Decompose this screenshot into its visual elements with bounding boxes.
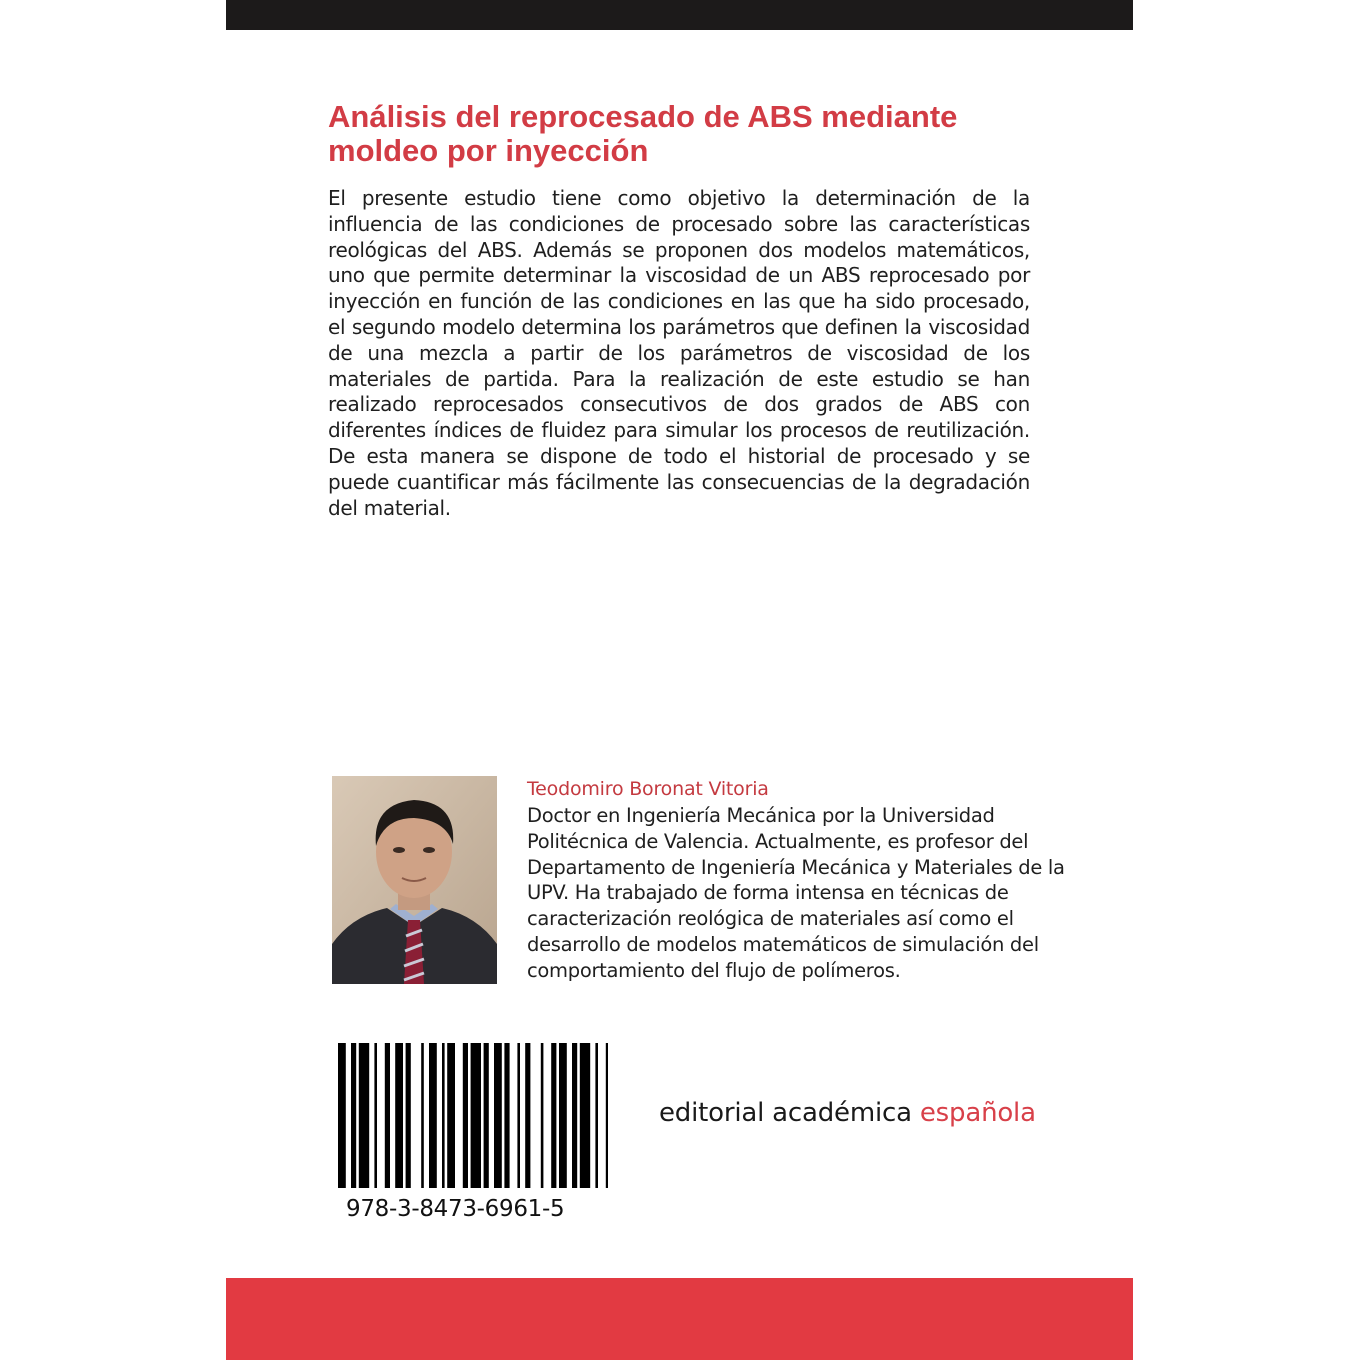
barcode-bar (338, 1043, 346, 1188)
barcode-bar (395, 1043, 403, 1188)
barcode-bar (429, 1043, 437, 1188)
top-band (226, 0, 1133, 30)
barcode-bar (494, 1043, 502, 1188)
barcode-bar (559, 1043, 567, 1188)
author-name: Teodomiro Boronat Vitoria (527, 778, 769, 800)
barcode-bar (374, 1043, 377, 1188)
isbn-number: 978-3-8473-6961-5 (346, 1196, 565, 1222)
publisher-name: editorial académica (659, 1098, 912, 1128)
book-description: El presente estudio tiene como objetivo la determinación de la influencia de las condiciones de procesado sobre las características reológicas del ABS. Además se proponen dos modelos matemáticos, uno que permite determinar la viscosidad de un ABS reprocesado por inyección en función de las condiciones en las que ha sido procesado, el segundo modelo determina los parámetros que definen la viscosidad de una mezcla a partir de los parámetros de viscosidad de los materiales de partida. Para la realización de este estudio se han realizado reprocesados consecutivos de dos grados de ABS con diferentes índices de fluidez para simular los procesos de reutilización. De esta manera se dispone de todo el historial de procesado y se puede cuantificar más fácilmente las consecuencias de la degradación del material. (328, 186, 1030, 520)
book-back-cover (226, 0, 1133, 1360)
barcode-bar (351, 1043, 356, 1188)
barcode-bar (447, 1043, 455, 1188)
barcode-bar (406, 1043, 411, 1188)
isbn-barcode (338, 1043, 608, 1188)
barcode-bar (525, 1043, 530, 1188)
barcode-bar (606, 1043, 608, 1188)
barcode-bar (463, 1043, 468, 1188)
barcode-bar (572, 1043, 577, 1188)
barcode-bar (385, 1043, 390, 1188)
barcode-bar (580, 1043, 590, 1188)
author-photo (332, 776, 497, 984)
barcode-bar (421, 1043, 424, 1188)
barcode-bar (484, 1043, 489, 1188)
author-bio: Doctor en Ingeniería Mecánica por la Universidad Politécnica de Valencia. Actualmente, es profesor del Departamento de Ingeniería Mecánica y Materiales de la UPV. Ha trabajado de forma intensa en técnicas de caracterización reológica de materiales así como el desarrollo de modelos matemáticos de simulación del comportamiento del flujo de polímeros. (527, 804, 1065, 982)
publisher-logo (659, 1096, 1036, 1130)
bottom-band (226, 1278, 1133, 1360)
barcode-bar (551, 1043, 556, 1188)
barcode-bar (471, 1043, 481, 1188)
barcode-bar (517, 1043, 520, 1188)
barcode-bar (541, 1043, 544, 1188)
barcode-bar (442, 1043, 445, 1188)
barcode-bar (504, 1043, 509, 1188)
barcode-bar (595, 1043, 598, 1188)
publisher-name-accent: española (919, 1098, 1036, 1128)
barcode-bar (359, 1043, 369, 1188)
book-title: Análisis del reprocesado de ABS mediante moldeo por inyección (328, 99, 958, 168)
